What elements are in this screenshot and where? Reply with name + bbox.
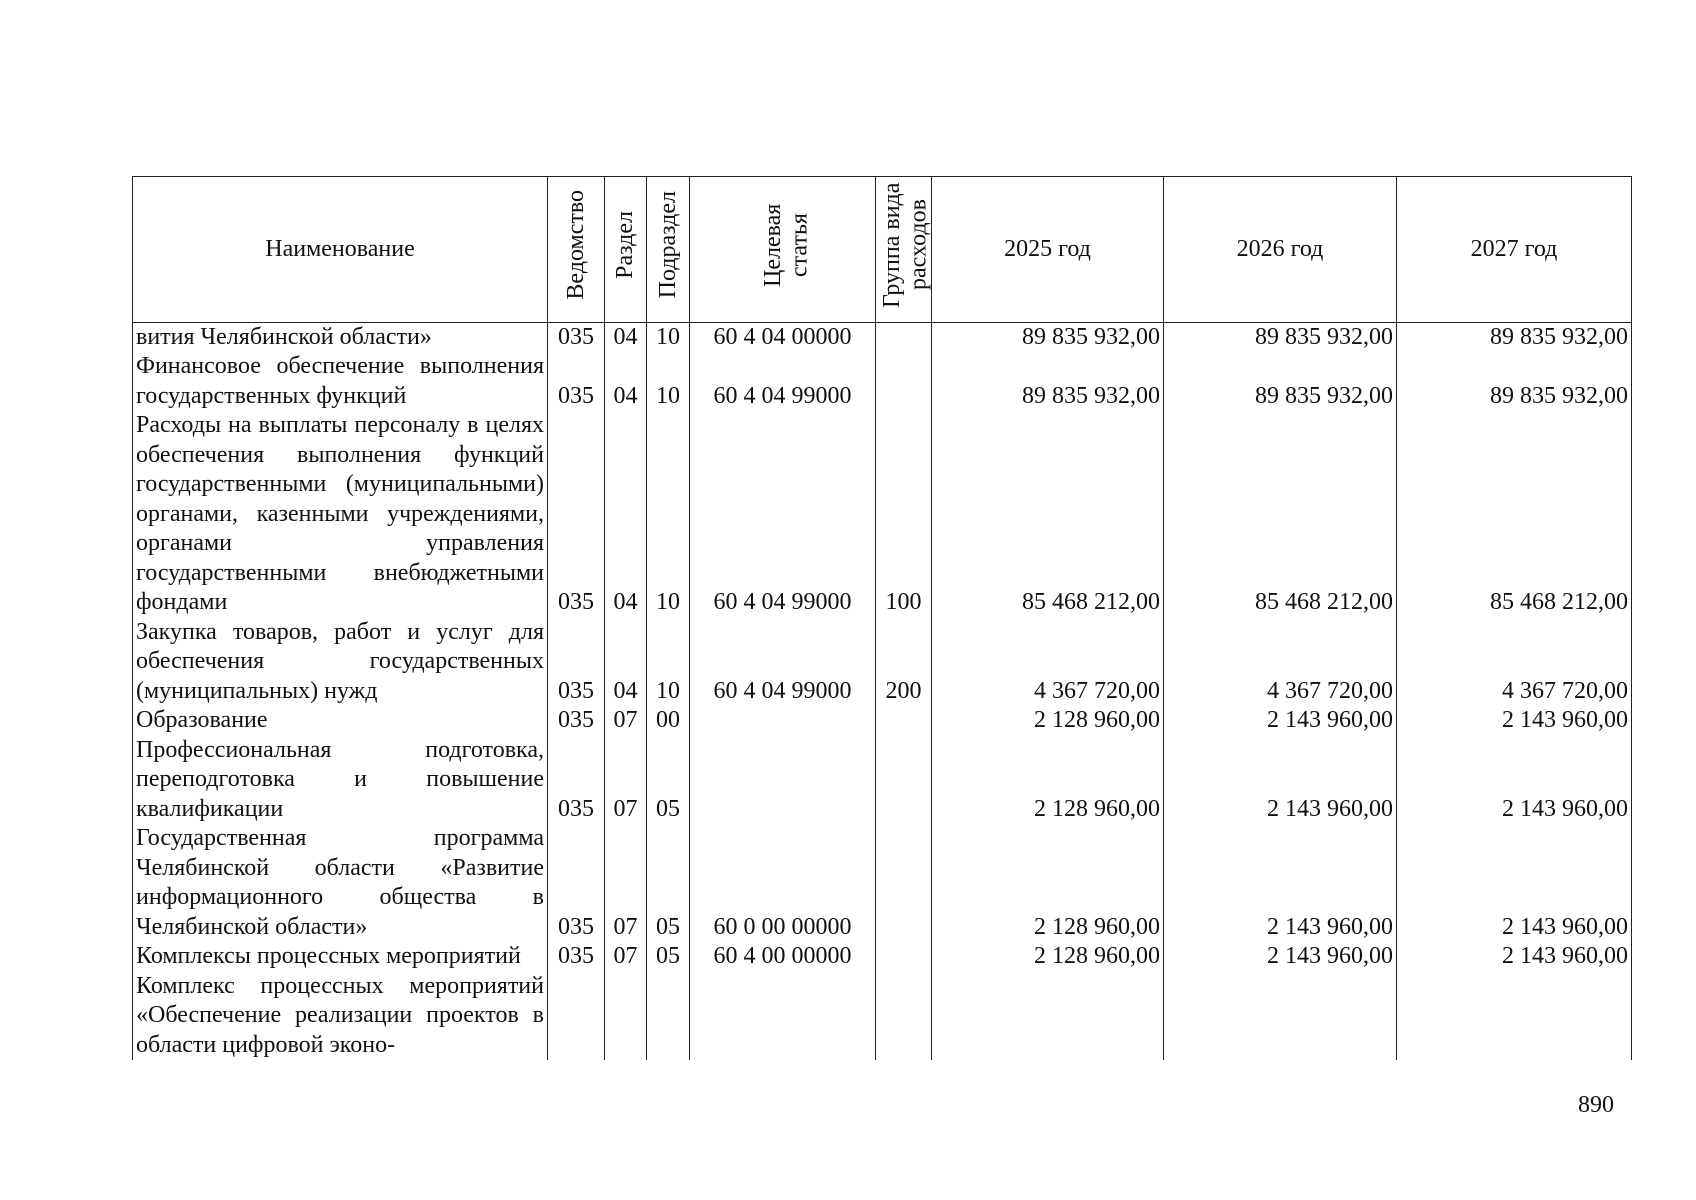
row-name: Комплекс процессных мероприятий «Обеспечение реализации проектов в области цифровой эконо- <box>133 972 548 1061</box>
row-2026: 2 143 960,00 <box>1164 706 1397 736</box>
row-2025 <box>932 972 1164 1061</box>
row-group <box>876 352 932 411</box>
row-section <box>605 972 647 1061</box>
row-target: 60 4 04 99000 <box>690 352 876 411</box>
row-subsection: 05 <box>647 942 690 972</box>
row-group <box>876 322 932 352</box>
row-2027: 89 835 932,00 <box>1397 322 1632 352</box>
row-2025: 2 128 960,00 <box>932 736 1164 825</box>
row-2026 <box>1164 972 1397 1061</box>
row-dept: 035 <box>548 942 605 972</box>
row-target <box>690 972 876 1061</box>
table-header <box>133 177 1632 323</box>
header-name: Наименование <box>133 177 548 323</box>
row-section: 07 <box>605 824 647 942</box>
header-section: Раздел <box>605 177 647 323</box>
row-subsection: 10 <box>647 411 690 618</box>
row-name: Комплексы процессных мероприятий <box>133 942 548 972</box>
row-dept: 035 <box>548 706 605 736</box>
budget-table <box>132 176 1632 1060</box>
row-2025: 89 835 932,00 <box>932 322 1164 352</box>
table-row <box>133 411 1632 618</box>
row-group <box>876 706 932 736</box>
row-2026: 85 468 212,00 <box>1164 411 1397 618</box>
row-name: Образование <box>133 706 548 736</box>
row-2026: 89 835 932,00 <box>1164 322 1397 352</box>
table-row <box>133 736 1632 825</box>
row-target: 60 0 00 00000 <box>690 824 876 942</box>
header-target: Целевая статья <box>690 177 876 323</box>
row-2027 <box>1397 972 1632 1061</box>
row-group <box>876 736 932 825</box>
row-2025: 2 128 960,00 <box>932 942 1164 972</box>
row-section: 04 <box>605 322 647 352</box>
row-target: 60 4 00 00000 <box>690 942 876 972</box>
row-section: 07 <box>605 736 647 825</box>
table-row <box>133 322 1632 352</box>
table-row <box>133 972 1632 1061</box>
row-dept: 035 <box>548 618 605 707</box>
row-2025: 85 468 212,00 <box>932 411 1164 618</box>
row-subsection: 10 <box>647 322 690 352</box>
row-2027: 2 143 960,00 <box>1397 824 1632 942</box>
row-subsection: 10 <box>647 618 690 707</box>
table-row <box>133 706 1632 736</box>
row-subsection <box>647 972 690 1061</box>
row-group <box>876 972 932 1061</box>
row-dept: 035 <box>548 824 605 942</box>
row-target <box>690 706 876 736</box>
row-group: 200 <box>876 618 932 707</box>
header-2025: 2025 год <box>932 177 1164 323</box>
row-dept: 035 <box>548 352 605 411</box>
row-2025: 4 367 720,00 <box>932 618 1164 707</box>
row-dept: 035 <box>548 411 605 618</box>
row-subsection: 00 <box>647 706 690 736</box>
row-name: Профессиональная подготовка, переподготовка и повышение квалификации <box>133 736 548 825</box>
table-row <box>133 824 1632 942</box>
table-row <box>133 618 1632 707</box>
row-name: Финансовое обеспечение выполнения государственных функций <box>133 352 548 411</box>
row-2026: 89 835 932,00 <box>1164 352 1397 411</box>
row-subsection: 05 <box>647 824 690 942</box>
row-2026: 2 143 960,00 <box>1164 736 1397 825</box>
row-name: Государственная программа Челябинской области «Развитие информационного общества в Челябинской области» <box>133 824 548 942</box>
header-2027: 2027 год <box>1397 177 1632 323</box>
table-row <box>133 942 1632 972</box>
row-target <box>690 736 876 825</box>
row-section: 07 <box>605 706 647 736</box>
row-section: 04 <box>605 618 647 707</box>
table-row <box>133 352 1632 411</box>
row-2026: 2 143 960,00 <box>1164 942 1397 972</box>
row-2026: 2 143 960,00 <box>1164 824 1397 942</box>
row-2027: 4 367 720,00 <box>1397 618 1632 707</box>
row-2026: 4 367 720,00 <box>1164 618 1397 707</box>
row-2025: 2 128 960,00 <box>932 706 1164 736</box>
row-target: 60 4 04 00000 <box>690 322 876 352</box>
row-dept <box>548 972 605 1061</box>
row-group: 100 <box>876 411 932 618</box>
row-name: Расходы на выплаты персоналу в целях обеспечения выполнения функций государственными (муниципальными) органами, казенными учреждениями, органами управления государственными внебюджетными фондами <box>133 411 548 618</box>
row-target: 60 4 04 99000 <box>690 618 876 707</box>
row-name: Закупка товаров, работ и услуг для обеспечения государственных (муниципальных) нужд <box>133 618 548 707</box>
row-2025: 2 128 960,00 <box>932 824 1164 942</box>
row-dept: 035 <box>548 736 605 825</box>
row-section: 04 <box>605 352 647 411</box>
row-name: вития Челябинской области» <box>133 322 548 352</box>
page-number: 890 <box>1578 1092 1614 1118</box>
row-2027: 2 143 960,00 <box>1397 942 1632 972</box>
row-section: 04 <box>605 411 647 618</box>
row-subsection: 05 <box>647 736 690 825</box>
row-2025: 89 835 932,00 <box>932 352 1164 411</box>
header-2026: 2026 год <box>1164 177 1397 323</box>
table-body <box>133 322 1632 1060</box>
row-2027: 2 143 960,00 <box>1397 706 1632 736</box>
row-group <box>876 942 932 972</box>
header-subsection: Подраздел <box>647 177 690 323</box>
row-dept: 035 <box>548 322 605 352</box>
row-group <box>876 824 932 942</box>
row-2027: 2 143 960,00 <box>1397 736 1632 825</box>
row-2027: 85 468 212,00 <box>1397 411 1632 618</box>
row-section: 07 <box>605 942 647 972</box>
header-dept: Ведомство <box>548 177 605 323</box>
header-group: Группа вида расходов <box>876 177 932 323</box>
row-subsection: 10 <box>647 352 690 411</box>
row-2027: 89 835 932,00 <box>1397 352 1632 411</box>
row-target: 60 4 04 99000 <box>690 411 876 618</box>
